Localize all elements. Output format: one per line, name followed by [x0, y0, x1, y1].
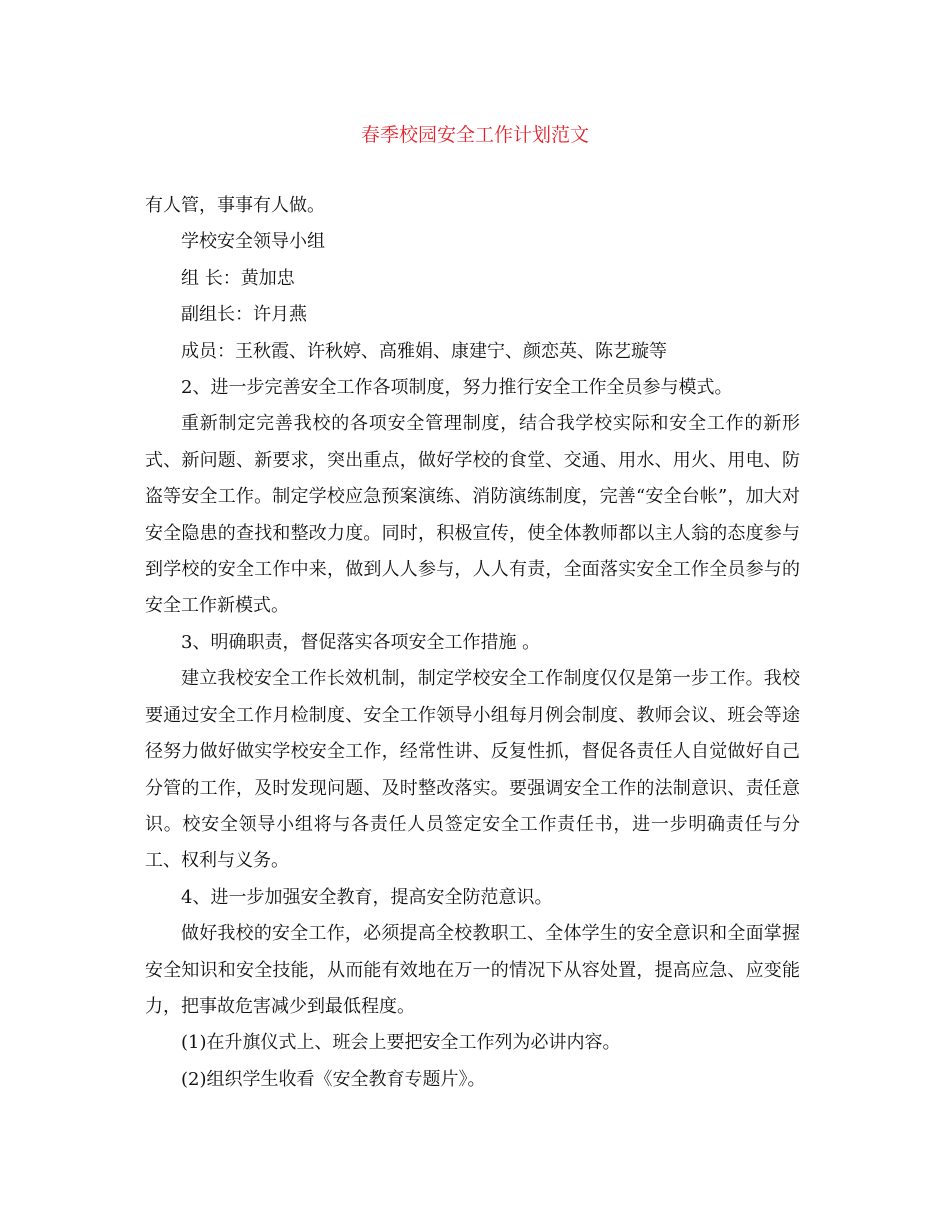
- list-item-2: (2)组织学生收看《安全教育专题片》。: [181, 1068, 486, 1090]
- paragraph-leadership-heading: 学校安全领导小组: [181, 231, 325, 253]
- paragraph-section-3-body: 建立我校安全工作长效机制，制定学校安全工作制度仅仅是第一步工作。我校要通过安全工作月检制度、安全工作领导小组每月例会制度、教师会议、班会等途径努力做好做实学校安全工作，经常性讲、反复性抓，督促各责任人自觉做好自己分管的工作，及时发现问题、及时整改落实。要强调安全工作的法制意识、责任意识。校安全领导小组将与各责任人员签定安全工作责任书，进一步明确责任与分工、权利与义务。: [145, 668, 800, 872]
- document-body: [145, 188, 800, 1098]
- paragraph-section-4-body: 做好我校的安全工作，必须提高全校教职工、全体学生的安全意识和全面掌握安全知识和安全技能，从而能有效地在万一的情况下从容处置，提高应急、应变能力，把事故危害减少到最低程度。: [145, 923, 800, 1017]
- section-heading-3: 3、明确职责，督促落实各项安全工作措施 。: [181, 631, 541, 653]
- paragraph-group-leader: 组 长：黄加忠: [181, 267, 295, 289]
- section-heading-2: 2、进一步完善安全工作各项制度，努力推行安全工作全员参与模式。: [181, 377, 733, 399]
- paragraph-continuation: 有人管，事事有人做。: [145, 195, 325, 216]
- paragraph-deputy-leader: 副组长：许月燕: [181, 304, 307, 326]
- document-title: 春季校园安全工作计划范文: [360, 124, 589, 146]
- section-heading-4: 4、进一步加强安全教育，提高安全防范意识。: [181, 886, 553, 908]
- paragraph-members: 成员：王秋霞、许秋婷、高雅娟、康建宁、颜恋英、陈艺璇等: [181, 340, 667, 362]
- paragraph-section-2-body: 重新制定完善我校的各项安全管理制度，结合我学校实际和安全工作的新形式、新问题、新要求，突出重点，做好学校的食堂、交通、用水、用火、用电、防盗等安全工作。制定学校应急预案演练、消防演练制度，完善“安全台帐”，加大对安全隐患的查找和整改力度。同时，积极宣传，使全体教师都以主人翁的态度参与到学校的安全工作中来，做到人人参与，人人有责，全面落实安全工作全员参与的安全工作新模式。: [145, 413, 800, 617]
- list-item-1: (1)在升旗仪式上、班会上要把安全工作列为必讲内容。: [181, 1032, 621, 1054]
